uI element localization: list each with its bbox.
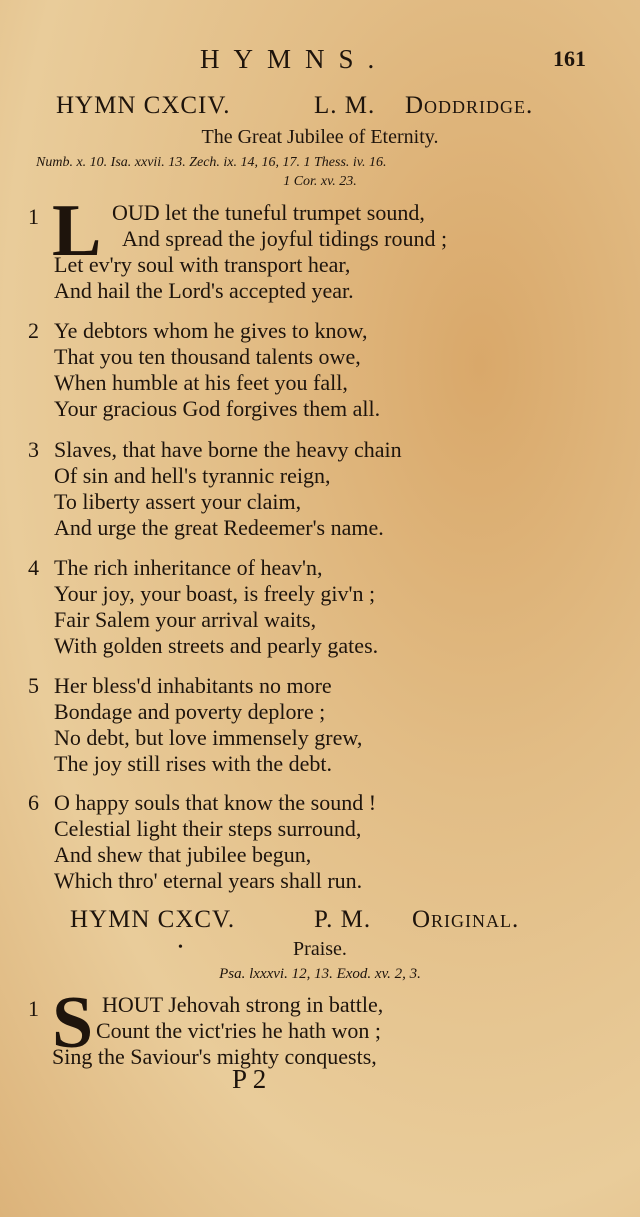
verse-line: OUD let the tuneful trumpet sound, [112, 200, 425, 225]
verse-line: Your gracious God forgives them all. [54, 396, 381, 421]
hymn-author: Original. [412, 906, 520, 933]
verse-line: And spread the joyful tidings round ; [122, 226, 448, 251]
signature-mark: P 2 [232, 1064, 267, 1094]
verse-line: Count the vict'ries he hath won ; [96, 1018, 382, 1043]
verse-line: Ye debtors whom he gives to know, [54, 318, 368, 343]
verse-number: 6 [28, 790, 39, 815]
hymn-meter: P. M. [314, 906, 372, 933]
verse-line: To liberty assert your claim, [54, 489, 302, 514]
verse-line: And urge the great Redeemer's name. [54, 515, 384, 540]
ornament-dot: • [178, 940, 183, 955]
hymn-number: HYMN CXCIV. [56, 92, 231, 119]
hymn-number: HYMN CXCV. [70, 906, 236, 933]
verse-number: 5 [28, 673, 39, 698]
running-title: HYMNS. [200, 44, 389, 74]
verse-line: No debt, but love immensely grew, [54, 725, 363, 750]
hymn-subtitle: The Great Jubilee of Eternity. [201, 126, 439, 148]
hymn-subtitle: Praise. [293, 938, 347, 960]
verse-line: Your joy, your boast, is freely giv'n ; [54, 581, 376, 606]
drop-cap: S [52, 982, 94, 1064]
verse-line: With golden streets and pearly gates. [54, 633, 379, 658]
verse-number: 1 [28, 204, 39, 229]
verse-line: Celestial light their steps surround, [54, 816, 362, 841]
verse-line: Let ev'ry soul with transport hear, [54, 252, 351, 277]
verse-line: Of sin and hell's tyrannic reign, [54, 463, 331, 488]
scripture-references-cont: 1 Cor. xv. 23. [283, 174, 357, 189]
verse-line: Which thro' eternal years shall run. [54, 868, 363, 893]
verse-number: 2 [28, 318, 39, 343]
verse-line: Sing the Saviour's mighty conquests, [52, 1044, 377, 1069]
verse-line: O happy souls that know the sound ! [54, 790, 377, 815]
scripture-references: Numb. x. 10. Isa. xxvii. 13. Zech. ix. 14, 16, 17. 1 Thess. iv. 16. [36, 155, 387, 170]
page-number: 161 [553, 46, 586, 71]
verse-line: HOUT Jehovah strong in battle, [102, 992, 384, 1017]
verse-line: When humble at his feet you fall, [54, 370, 348, 395]
verse-number: 3 [28, 437, 39, 462]
verse-line: Slaves, that have borne the heavy chain [54, 437, 402, 462]
verse-line: And hail the Lord's accepted year. [54, 278, 354, 303]
hymn-author: Doddridge. [405, 92, 534, 119]
verse-line: Her bless'd inhabitants no more [54, 673, 332, 698]
verse-line: That you ten thousand talents owe, [54, 344, 361, 369]
verse-line: Fair Salem your arrival waits, [54, 607, 317, 632]
scripture-references: Psa. lxxxvi. 12, 13. Exod. xv. 2, 3. [219, 966, 421, 982]
verse-number: 1 [28, 996, 39, 1021]
hymn-meter: L. M. [314, 92, 376, 119]
verse-number: 4 [28, 555, 39, 580]
verse-line: And shew that jubilee begun, [54, 842, 312, 867]
verse-line: Bondage and poverty deplore ; [54, 699, 326, 724]
page-header [0, 44, 640, 78]
verse-line: The joy still rises with the debt. [54, 751, 333, 776]
verse-line: The rich inheritance of heav'n, [54, 555, 323, 580]
drop-cap: L [52, 190, 102, 272]
